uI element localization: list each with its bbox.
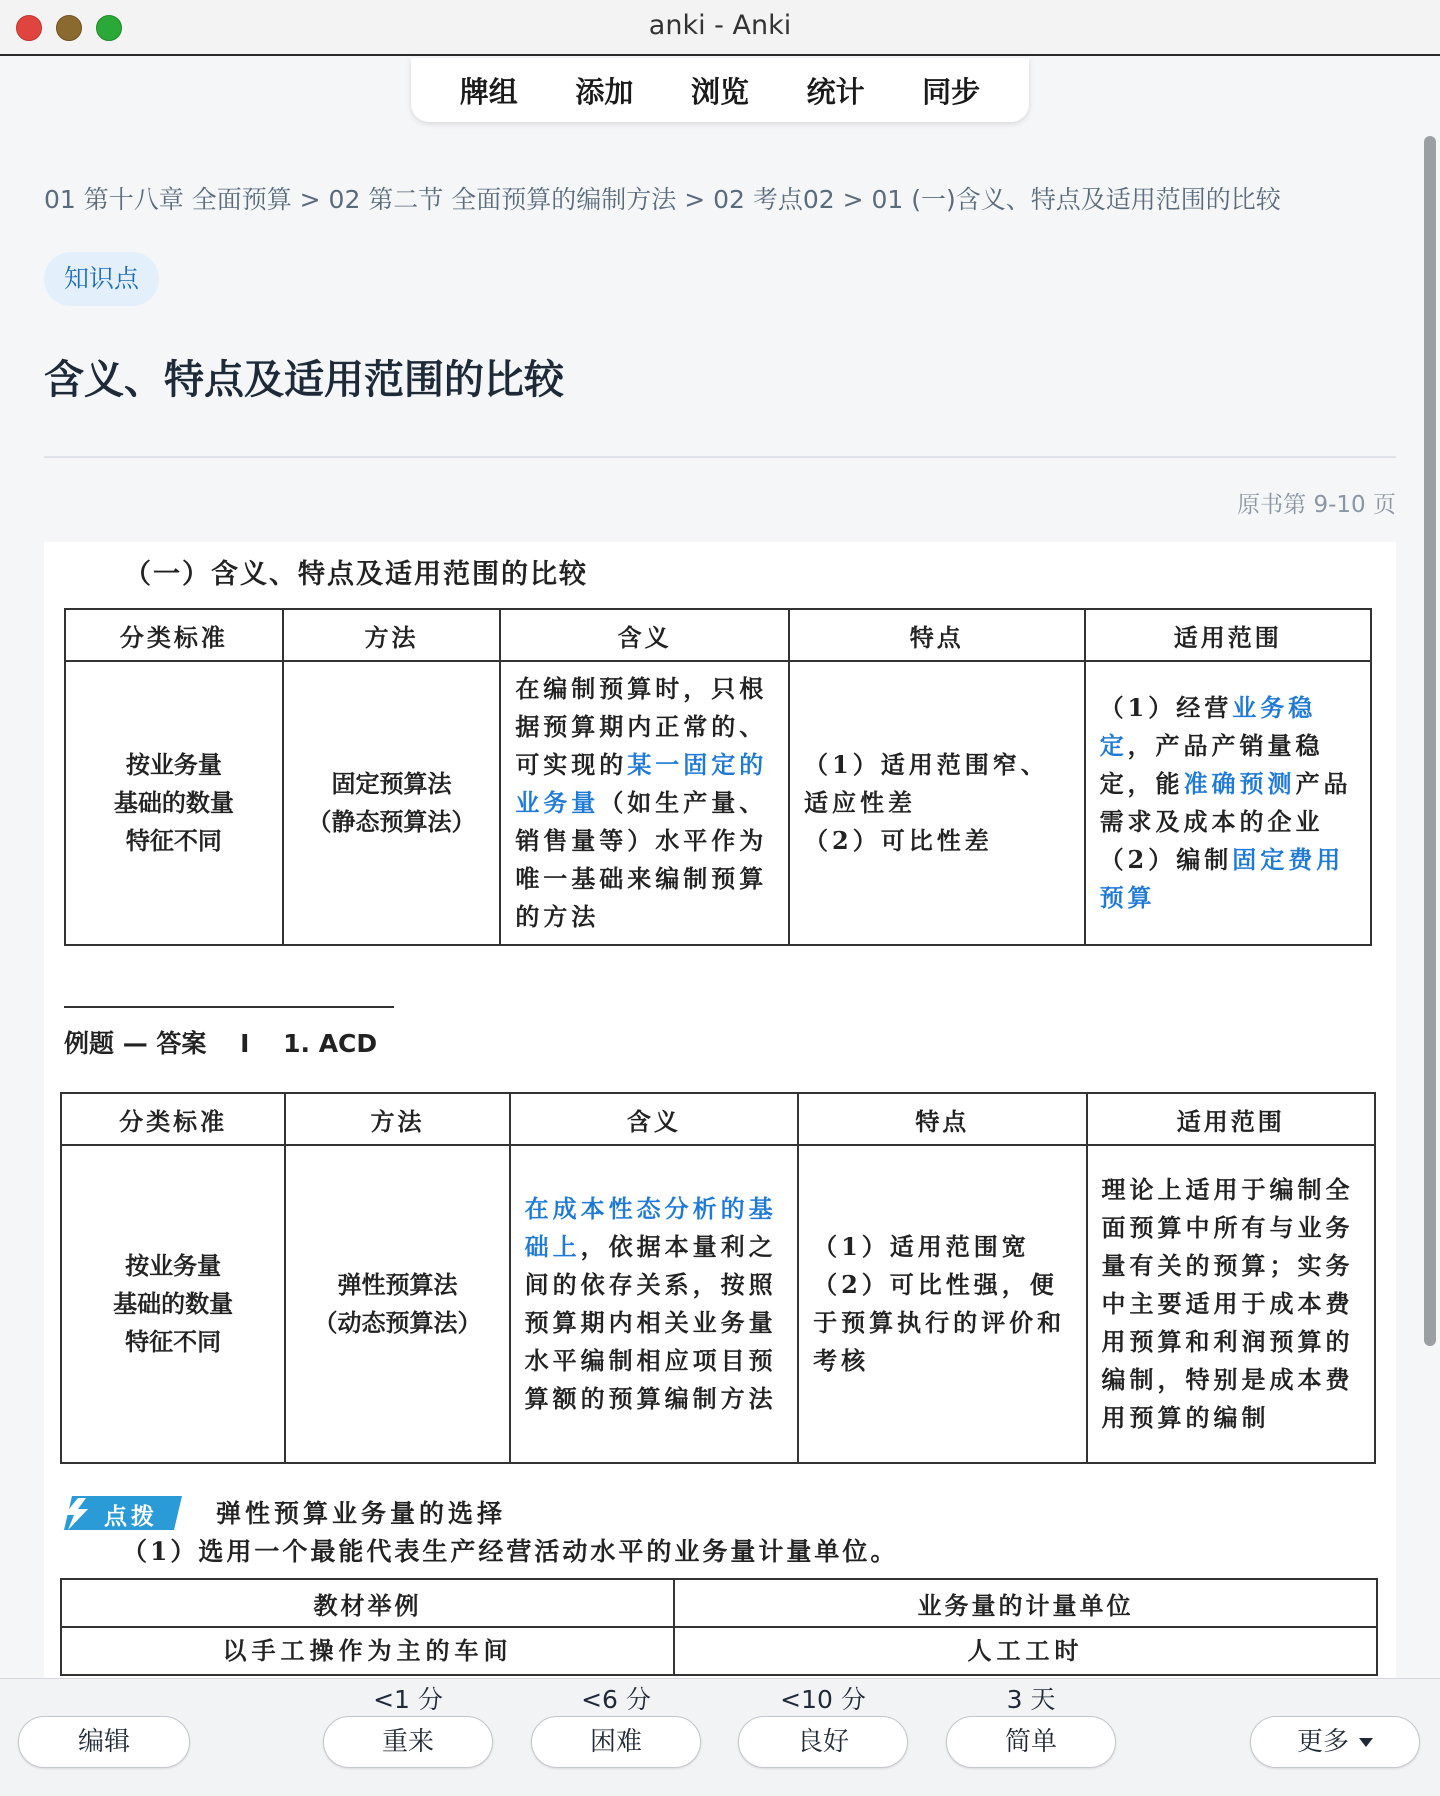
cell-line: （静态预算法） (307, 807, 476, 836)
cell-line: （1）适用范围宽 (813, 1232, 1030, 1261)
cell-line: （2）可比性强，便于预算执行的评价和考核 (813, 1270, 1066, 1375)
card-title: 含义、特点及适用范围的比较 (44, 357, 564, 403)
header-unit: 业务量的计量单位 (674, 1579, 1377, 1627)
fixed-standard-cell (65, 661, 283, 945)
scan-heading: （一）含义、特点及适用范围的比较 (124, 559, 588, 590)
tip-text: （1）选用一个最能代表生产经营活动水平的业务量计量单位。 (122, 1537, 899, 1566)
page-reference: 原书第 9-10 页 (1237, 492, 1396, 518)
cell-line: 按业务量 (125, 750, 222, 779)
cell-line: 按业务量 (125, 1251, 222, 1280)
header-method: 方法 (283, 609, 501, 661)
example-cell: 以手工操作为主的车间 (61, 1627, 674, 1675)
cell-text: （如生产量、销售量等）水平作为唯一基础来编制预算的方法 (515, 788, 768, 931)
unit-examples-table (60, 1578, 1378, 1676)
tab-sync[interactable]: 同步 (922, 74, 981, 109)
cell-line: 基础的数量 (113, 1289, 234, 1318)
header-meaning: 含义 (500, 609, 789, 661)
header-meaning: 含义 (510, 1093, 798, 1145)
cell-line: 特征不同 (125, 826, 222, 855)
cell-text: ，产品产销量稳定，能 (1099, 731, 1324, 798)
tab-browse[interactable]: 浏览 (690, 74, 749, 109)
due-easy: 3 天 (1006, 1685, 1056, 1714)
more-button[interactable] (1250, 1716, 1420, 1768)
fixed-meaning-cell (500, 661, 789, 945)
header-features: 特点 (798, 1093, 1086, 1145)
more-button-label: 更多 (1296, 1727, 1349, 1757)
example-answer: 例题 — 答案 I 1. ACD (64, 1029, 378, 1058)
header-scope: 适用范围 (1087, 1093, 1375, 1145)
fixed-features-cell (789, 661, 1085, 945)
tab-stats[interactable]: 统计 (806, 74, 865, 109)
tip-badge-label: 点拨 (104, 1504, 158, 1530)
flexible-method-cell (285, 1145, 509, 1463)
flexible-standard-cell (61, 1145, 285, 1463)
cell-text: （1）经营 (1099, 693, 1233, 722)
scrollbar-thumb[interactable] (1424, 136, 1436, 1346)
good-button[interactable]: 良好 (738, 1716, 908, 1768)
flexible-features-cell (798, 1145, 1086, 1463)
easy-button[interactable]: 简单 (946, 1716, 1116, 1768)
highlight-text: 在成本性态分析的基础上 (524, 1194, 777, 1261)
header-scope: 适用范围 (1085, 609, 1371, 661)
cell-line: 特征不同 (125, 1327, 222, 1356)
flexible-budget-table (60, 1092, 1376, 1464)
tab-decks[interactable]: 牌组 (459, 74, 518, 109)
header-method: 方法 (285, 1093, 509, 1145)
flexible-scope-cell: 理论上适用于编制全面预算中所有与业务量有关的预算；实务中主要适用于成本费用预算和利润预算的编制，特别是成本费用预算的编制 (1087, 1145, 1375, 1463)
title-bar (0, 0, 1440, 56)
title-divider (44, 456, 1396, 458)
header-standard: 分类标准 (65, 609, 283, 661)
highlight-text: 某一固定的业务量 (515, 750, 768, 817)
cell-line: 固定预算法 (331, 769, 452, 798)
window-title: anki - Anki (648, 10, 792, 41)
tab-add[interactable]: 添加 (575, 74, 634, 109)
again-button[interactable]: 重来 (323, 1716, 493, 1768)
scanned-textbook-image (44, 542, 1396, 1678)
section-rule (64, 1006, 394, 1008)
highlight-text: 业务稳定 (1099, 693, 1317, 760)
header-example: 教材举例 (61, 1579, 674, 1627)
card-tag: 知识点 (44, 252, 159, 306)
highlight-text: 准确预测 (1183, 769, 1296, 798)
edit-button[interactable]: 编辑 (18, 1716, 190, 1768)
cell-text: 产品需求及成本的企业 (1099, 769, 1352, 836)
unit-cell: 人工工时 (674, 1627, 1377, 1675)
cell-line: （2）可比性差 (804, 826, 993, 855)
fixed-method-cell (283, 661, 501, 945)
cell-line: （动态预算法） (313, 1308, 482, 1337)
fixed-scope-cell (1085, 661, 1371, 945)
fixed-budget-table (64, 608, 1372, 946)
flexible-meaning-cell (510, 1145, 798, 1463)
breadcrumb: 01 第十八章 全面预算 > 02 第二节 全面预算的编制方法 > 02 考点02 > 01 (一)含义、特点及适用范围的比较 (44, 185, 1281, 214)
answer-bar (0, 1678, 1440, 1796)
cell-text: ，依据本量利之间的依存关系，按照预算期内相关业务量水平编制相应项目预算额的预算编制方法 (524, 1232, 777, 1413)
cell-line: 弹性预算法 (337, 1270, 458, 1299)
due-hard: <6 分 (581, 1685, 651, 1714)
cell-line: （1）适用范围窄、适应性差 (804, 750, 1049, 817)
header-features: 特点 (789, 609, 1085, 661)
cell-text: （2）编制 (1099, 845, 1233, 874)
due-good: <10 分 (780, 1685, 866, 1714)
caret-down-icon (1359, 1738, 1373, 1747)
hard-button[interactable]: 困难 (531, 1716, 701, 1768)
highlight-text: 固定费用预算 (1099, 845, 1345, 912)
due-again: <1 分 (373, 1685, 443, 1714)
cell-line: 基础的数量 (113, 788, 234, 817)
main-toolbar (411, 58, 1029, 122)
tip-title: 弹性预算业务量的选择 (216, 1499, 507, 1528)
cell-text: 在编制预算时，只根据预算期内正常的、可实现的 (515, 674, 768, 779)
header-standard: 分类标准 (61, 1093, 285, 1145)
